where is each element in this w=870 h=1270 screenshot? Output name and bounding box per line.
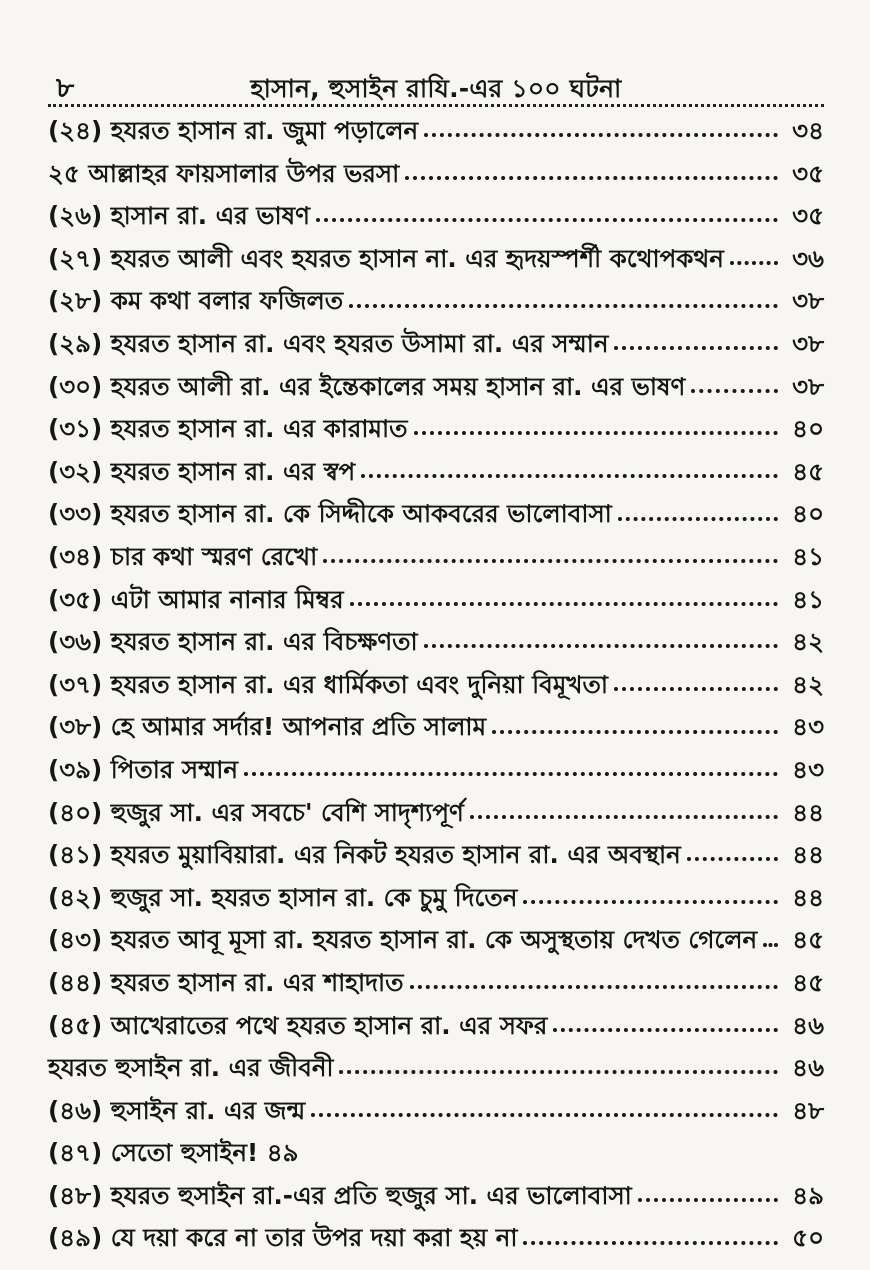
- dot-leader: [410, 985, 778, 989]
- toc-entry-page-number: ৪৯: [792, 1180, 824, 1210]
- toc-entry-title: (৩১) হযরত হাসান রা. এর কারামাত: [48, 414, 408, 444]
- toc-entry: [48, 664, 824, 707]
- dot-leader: [614, 687, 778, 691]
- toc-entry-page-number: ৩৮: [792, 329, 824, 359]
- toc-entry-title: (২৮) কম কথা বলার ফজিলত: [48, 286, 344, 316]
- toc-entry-page-number: ৩৪: [792, 116, 824, 146]
- toc-entry-page-number: ৪৪: [792, 797, 824, 827]
- dot-leader: [424, 644, 778, 648]
- toc-entry: [48, 919, 824, 962]
- toc-entry: [48, 280, 824, 323]
- toc-entry-title: (৪৮) হযরত হুসাইন রা.-এর প্রতি হুজুর সা. এর ভালোবাসা: [48, 1180, 632, 1210]
- toc-entry: [48, 110, 824, 153]
- dot-leader: [687, 857, 778, 861]
- toc-entry-page-number: ৪৪: [792, 882, 824, 912]
- page-number: ৮: [56, 71, 75, 104]
- toc-entry-title: (২৯) হযরত হাসান রা. এবং হযরত উসামা রা. এর সম্মান: [48, 329, 609, 359]
- toc-entry-page-number: ৩৫: [792, 201, 824, 231]
- toc-entry-page-number: ৪৪: [792, 840, 824, 870]
- toc-entry: [48, 1047, 824, 1090]
- toc-entry-title: (৪৩) হযরত আবূ মূসা রা. হযরত হাসান রা. কে অসুস্থতায় দেখত গেলেন: [48, 925, 758, 955]
- toc-entry-title: (৩৮) হে আমার সর্দার! আপনার প্রতি সালাম: [48, 712, 487, 742]
- toc-entry: [48, 579, 824, 622]
- toc-entry-page-number: ৪৩: [792, 754, 824, 784]
- dot-leader: [316, 218, 778, 222]
- toc-entry-page-number: ৪৩: [792, 712, 824, 742]
- dot-leader: [405, 176, 778, 180]
- toc-entry-page-number: ৪৫: [792, 967, 824, 997]
- dot-leader: [414, 431, 778, 435]
- toc-entry-title: (৩৪) চার কথা স্মরণ রেখো: [48, 541, 318, 571]
- dot-leader: [523, 1241, 778, 1245]
- toc-entry-page-number: ৩৮: [792, 286, 824, 316]
- toc-entry-title: (৪৬) হুসাইন রা. এর জন্ম: [48, 1095, 306, 1125]
- dot-leader: [339, 1070, 778, 1074]
- toc-entry: [48, 366, 824, 409]
- toc-entry: [48, 834, 824, 877]
- toc-entry: [48, 536, 824, 579]
- toc-entry-title: (৩৩) হযরত হাসান রা. কে সিদ্দীকে আকবরের ভালোবাসা: [48, 499, 612, 529]
- toc-entry-page-number: ৩৫: [792, 158, 824, 188]
- dot-leader: [523, 900, 778, 904]
- toc-entry: [48, 1004, 824, 1047]
- dot-leader: [424, 133, 778, 137]
- toc-entry-page-number: ৪২: [792, 669, 824, 699]
- toc-entry-page-number: ৩৮: [792, 371, 824, 401]
- dot-leader: [763, 943, 778, 947]
- toc-entry: [48, 195, 824, 238]
- toc-entry-title: (২৬) হাসান রা. এর ভাষণ: [48, 201, 310, 231]
- header-dotted-rule: [48, 104, 824, 107]
- toc-entry: [48, 451, 824, 494]
- toc-entry: [48, 1175, 824, 1218]
- running-title: হাসান, হুসাইন রাযি.-এর ১০০ ঘটনা: [250, 74, 622, 103]
- toc-entry-title: (৩০) হযরত আলী রা. এর ইন্তেকালের সময় হাসান রা. এর ভাষণ: [48, 371, 686, 401]
- dot-leader: [470, 815, 778, 819]
- table-of-contents: [48, 110, 824, 1260]
- toc-entry-title: (৪৯) যে দয়া করে না তার উপর দয়া করা হয় না: [48, 1223, 518, 1253]
- toc-entry-title: (৩৬) হযরত হাসান রা. এর বিচক্ষণতা: [48, 627, 418, 657]
- toc-entry-title: (৪১) হযরত মুয়াবিয়ারা. এর নিকট হযরত হাসান রা. এর অবস্থান: [48, 840, 681, 870]
- dot-leader: [691, 389, 778, 393]
- dot-leader: [492, 730, 778, 734]
- toc-entry: [48, 706, 824, 749]
- toc-entry-page-number: ৪৮: [792, 1095, 824, 1125]
- toc-entry: [48, 749, 824, 792]
- toc-entry: [48, 877, 824, 920]
- toc-entry: [48, 1132, 824, 1175]
- toc-entry-title: (৪৫) আখেরাতের পথে হযরত হাসান রা. এর সফর: [48, 1010, 548, 1040]
- dot-leader: [349, 304, 778, 308]
- toc-entry-page-number: ৪৫: [792, 456, 824, 486]
- toc-entry-title: (৪২) হুজুর সা. হযরত হাসান রা. কে চুমু দিতেন: [48, 882, 518, 912]
- toc-entry: [48, 238, 824, 281]
- toc-entry-page-number: ৪০: [792, 414, 824, 444]
- dot-leader: [311, 1113, 778, 1117]
- toc-entry: [48, 792, 824, 835]
- dot-leader: [323, 559, 778, 563]
- toc-entry-title: (৩৭) হযরত হাসান রা. এর ধার্মিকতা এবং দুনিয়া বিমূখতা: [48, 669, 608, 699]
- toc-entry-page-number: ৪০: [792, 499, 824, 529]
- toc-entry: [48, 1090, 824, 1133]
- toc-entry: [48, 1217, 824, 1260]
- toc-entry: [48, 408, 824, 451]
- toc-entry-title: (২৭) হযরত আলী এবং হযরত হাসান না. এর হৃদয়স্পর্শী কথোপকথন: [48, 243, 724, 273]
- toc-entry: [48, 493, 824, 536]
- dot-leader: [614, 346, 778, 350]
- toc-entry-title: (৩৯) পিতার সম্মান: [48, 754, 238, 784]
- page-header: [48, 0, 824, 110]
- dot-leader: [361, 474, 778, 478]
- toc-entry-page-number: ৩৬: [792, 243, 824, 273]
- toc-entry-page-number: ৪২: [792, 627, 824, 657]
- dot-leader: [553, 1028, 778, 1032]
- toc-entry-page-number: ৫০: [792, 1223, 824, 1253]
- toc-entry-page-number: ৪৬: [792, 1053, 824, 1083]
- toc-entry-title: (৪৪) হযরত হাসান রা. এর শাহাদাত: [48, 967, 404, 997]
- toc-entry-title: (৪০) হুজুর সা. এর সবচে' বেশি সাদৃশ্যপূর্ণ: [48, 797, 464, 827]
- dot-leader: [638, 1198, 778, 1202]
- toc-entry-title: হযরত হুসাইন রা. এর জীবনী: [48, 1053, 334, 1083]
- toc-entry-title: (৩৫) এটা আমার নানার মিম্বর: [48, 584, 344, 614]
- toc-entry-page-number: ৪১: [792, 584, 824, 614]
- toc-entry-page-number: ৪৬: [792, 1010, 824, 1040]
- toc-entry: [48, 621, 824, 664]
- toc-entry: [48, 323, 824, 366]
- toc-entry: [48, 153, 824, 196]
- toc-entry-title: (৪৭) সেতো হুসাইন! ৪৯: [48, 1138, 299, 1168]
- dot-leader: [244, 772, 778, 776]
- toc-entry: [48, 962, 824, 1005]
- toc-entry-title: (২৪) হযরত হাসান রা. জুমা পড়ালেন: [48, 116, 419, 146]
- toc-entry-title: ২৫ আল্লাহর ফায়সালার উপর ভরসা: [48, 158, 400, 188]
- toc-entry-page-number: ৪১: [792, 541, 824, 571]
- dot-leader: [618, 517, 778, 521]
- dot-leader: [730, 261, 778, 265]
- dot-leader: [350, 602, 778, 606]
- toc-entry-page-number: ৪৫: [792, 925, 824, 955]
- toc-entry-title: (৩২) হযরত হাসান রা. এর স্বপ: [48, 456, 356, 486]
